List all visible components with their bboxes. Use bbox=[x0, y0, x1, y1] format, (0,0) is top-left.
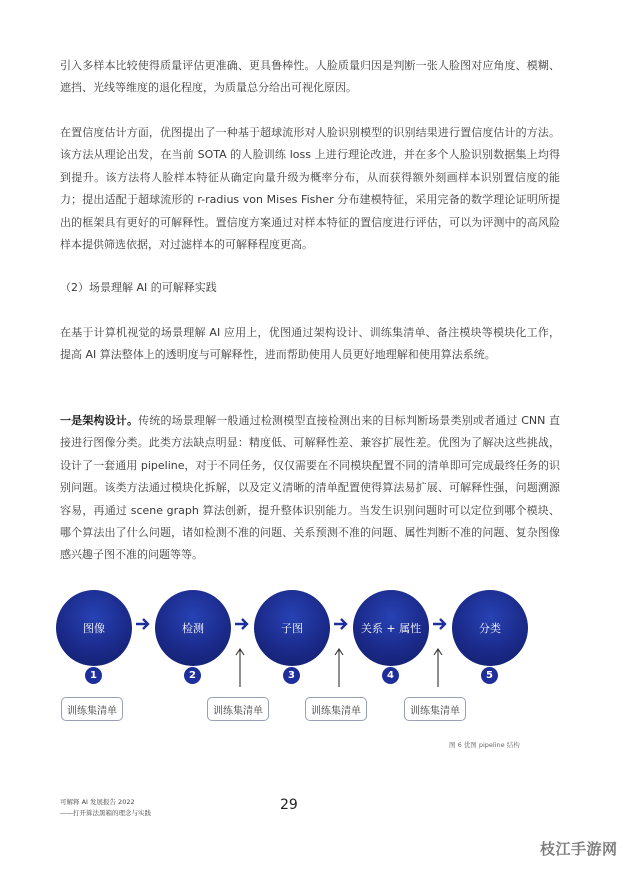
stage-label: 检测 bbox=[182, 622, 204, 635]
footer-report-title bbox=[60, 797, 151, 819]
section-heading: （2）场景理解 AI 的可解释实践 bbox=[60, 281, 217, 294]
stage-label: 子图 bbox=[281, 622, 303, 635]
stage-circle-1 bbox=[56, 590, 132, 666]
footer-line-2: ——打开算法黑箱的理念与实践 bbox=[60, 809, 151, 817]
up-arrow-icon bbox=[235, 648, 245, 688]
up-arrow-icon bbox=[433, 648, 443, 688]
paragraph-architecture bbox=[60, 410, 560, 567]
stage-circle-2 bbox=[155, 590, 231, 666]
paragraph-confidence-estimation: 在置信度估计方面，优图提出了一种基于超球流形对人脸识别模型的识别结果进行置信度估计的方法。该方法从理论出发，在当前 SOTA 的人脸训练 loss 上进行理论改进，并在多个人脸识别数据集上均得到提升。该方法将人脸样本特征从确定向量升级为概率分布，从而获得额外刻画样本识别置信度的能力；提出适配于超球流形的 r-radius von Mises Fisher 分布建模特征，采用完备的数学理论证明所提出的框架具有更好的可解释性。置信度方案通过对样本特征的置信度进行评估，可以为评测中的高风险样本提供筛选依据，对过滤样本的可解释程度更高。 bbox=[60, 126, 560, 252]
right-arrow-icon bbox=[234, 617, 250, 631]
footer-line-1: 可解释 AI 发展报告 2022 bbox=[60, 798, 135, 806]
stage-label: 关系 + 属性 bbox=[360, 622, 422, 635]
stage-number-4: 4 bbox=[382, 667, 399, 684]
stage-circle-5 bbox=[452, 590, 528, 666]
paragraph-quality-attribution: 引入多样本比较使得质量评估更准确、更具鲁棒性。人脸质量归因是判断一张人脸图对应角度、模糊、遮挡、光线等维度的退化程度，为质量总分给出可视化原因。 bbox=[60, 59, 560, 95]
right-arrow-icon bbox=[135, 617, 151, 631]
stage-number-5: 5 bbox=[481, 667, 498, 684]
paragraph-scene-understanding: 在基于计算机视觉的场景理解 AI 应用上，优图通过架构设计、训练集清单、备注模块等模块化工作，提高 AI 算法整体上的透明度与可解释性，进而帮助使用人员更好地理解和使用算法系统。 bbox=[60, 326, 560, 362]
training-list-box-2: 训练集清单 bbox=[207, 697, 269, 721]
architecture-lead: 一是架构设计。 bbox=[60, 414, 139, 427]
right-arrow-icon bbox=[432, 617, 448, 631]
architecture-body: 传统的场景理解一般通过检测模型直接检测出来的目标判断场景类别或者通过 CNN 直接进行图像分类。此类方法缺点明显：精度低、可解释性差、兼容扩展性差。优图为了解决这些挑战，设计了一套通用 pipeline，对于不同任务，仅仅需要在不同模块配置不同的清单即可完成最终任务的识别问题。该类方法通过模块化拆解，以及定义清晰的清单配置使得算法易扩展、可解释性强，问题溯源容易，再通过 scene graph 算法创新，提升整体识别能力。当发生识别问题时可以定位到哪个模块、哪个算法出了什么问题，诸如检测不准的问题、关系预测不准的问题、属性判断不准的问题、复杂图像感兴趣子图不准的问题等等。 bbox=[60, 414, 560, 562]
watermark: 枝江手游网 bbox=[540, 840, 618, 858]
stage-label: 分类 bbox=[479, 622, 501, 635]
page-number: 29 bbox=[280, 797, 298, 813]
training-list-box-3: 训练集清单 bbox=[305, 697, 367, 721]
figure-caption: 图 6 优图 pipeline 结构 bbox=[449, 741, 520, 749]
stage-number-3: 3 bbox=[283, 667, 300, 684]
stage-number-1: 1 bbox=[85, 667, 102, 684]
stage-label: 图像 bbox=[83, 622, 105, 635]
training-list-box-4: 训练集清单 bbox=[404, 697, 466, 721]
stage-circle-3 bbox=[254, 590, 330, 666]
training-list-box-1: 训练集清单 bbox=[61, 697, 123, 721]
stage-number-2: 2 bbox=[184, 667, 201, 684]
stage-circle-4 bbox=[353, 590, 429, 666]
up-arrow-icon bbox=[334, 648, 344, 688]
right-arrow-icon bbox=[333, 617, 349, 631]
